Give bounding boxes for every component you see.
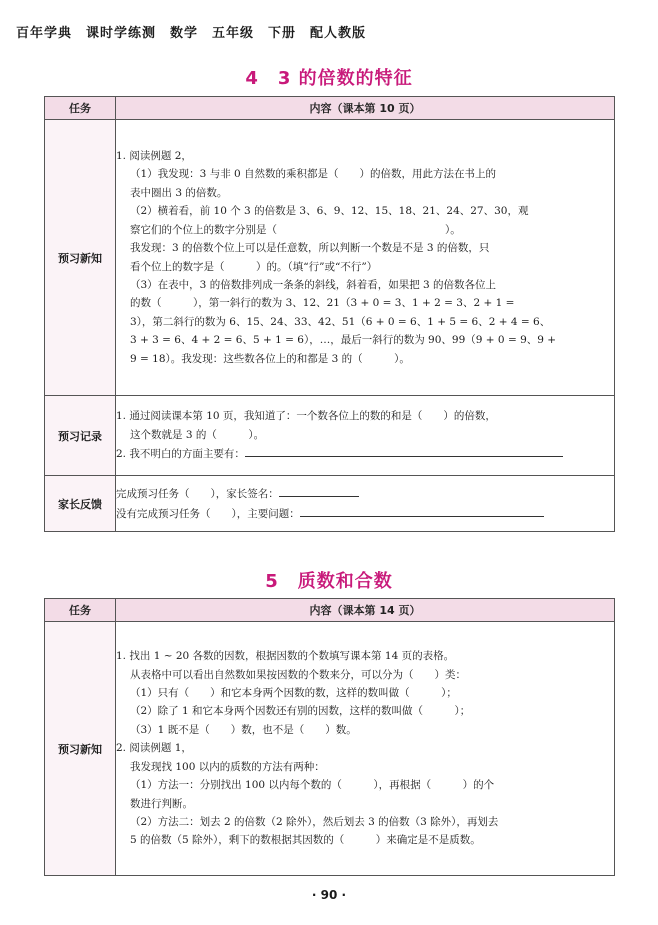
signature-blank[interactable] xyxy=(279,484,359,497)
text-line: 这个数就是 3 的（ ）。 xyxy=(130,428,265,441)
col-header-task: 任务 xyxy=(45,599,116,622)
text-line: 1. 阅读例题 2， xyxy=(116,150,192,163)
section-title-multiples-of-3: 4 3 的倍数的特征 xyxy=(245,68,413,89)
task-content xyxy=(116,622,615,876)
text-line: （2）横着看，前 10 个 3 的倍数是 3、6、9、12、15、18、21、24、27、30，观 xyxy=(130,205,529,218)
task-label: 预习新知 xyxy=(45,120,116,396)
text-line xyxy=(116,504,614,523)
task-label: 家长反馈 xyxy=(45,476,116,532)
text-line: 我发现：3 的倍数个位上可以是任意数，所以判断一个数是不是 3 的倍数，只 xyxy=(130,242,490,255)
text-line: 1. 通过阅读课本第 10 页，我知道了：一个数各位上的数的和是（ ）的倍数， xyxy=(116,410,496,423)
text-line xyxy=(116,484,614,503)
text-line: （1）我发现：3 与非 0 自然数的乘积都是（ ）的倍数，用此方法在书上的 xyxy=(130,168,497,181)
table-row xyxy=(45,396,615,476)
text-line: 我发现找 100 以内的质数的方法有两种： xyxy=(130,760,325,773)
text-line: 察它们的个位上的数字分别是（ ）。 xyxy=(130,223,461,236)
page-number: · 90 · xyxy=(311,888,347,902)
text-line: 2. 阅读例题 1， xyxy=(116,742,192,755)
book-header: 百年学典 课时学练测 数学 五年级 下册 配人教版 xyxy=(16,26,367,41)
text-line: 看个位上的数字是（ ）的。（填“行”或“不行”） xyxy=(130,260,378,273)
text-line: （3）在表中，3 的倍数排列成一条条的斜线，斜着看，如果把 3 的倍数各位上 xyxy=(130,278,497,291)
answer-blank[interactable] xyxy=(245,444,563,457)
task-label: 预习新知 xyxy=(45,622,116,876)
text-line-label: 2. 我不明白的方面主要有： xyxy=(116,448,245,461)
table-row xyxy=(45,476,615,532)
text-line: 9 = 18）。我发现：这些数各位上的和都是 3 的（ ）。 xyxy=(130,352,410,365)
section-title-primes-composites: 5 质数和合数 xyxy=(265,571,393,592)
text-line: （2）除了 1 和它本身两个因数还有别的因数，这样的数叫做（ ）； xyxy=(130,705,471,718)
problem-blank[interactable] xyxy=(300,504,544,517)
text-line: 从表格中可以看出自然数如果按因数的个数来分，可以分为（ ）类： xyxy=(130,668,466,681)
text-line-label: 没有完成预习任务（ ），主要问题： xyxy=(116,507,300,520)
task-content xyxy=(116,396,615,476)
text-line: （1）只有（ ）和它本身两个因数的数，这样的数叫做（ ）； xyxy=(130,687,457,700)
task-content xyxy=(116,476,615,532)
table-row xyxy=(45,120,615,396)
text-line: 3），第二斜行的数为 6、15、24、33、42、51（6 + 0 = 6、1 + 5 = 6、2 + 4 = 6、 xyxy=(130,315,551,328)
text-line: 5 的倍数（5 除外），剩下的数根据其因数的（ ）来确定是不是质数。 xyxy=(130,834,481,847)
text-line: 1. 找出 1 ~ 20 各数的因数，根据因数的个数填写课本第 14 页的表格。 xyxy=(116,650,455,663)
text-line: 的数（ ），第一斜行的数为 3、12、21（3 + 0 = 3、1 + 2 = 3、2 + 1 = xyxy=(130,297,515,310)
text-line: （1）方法一：分别找出 100 以内每个数的（ ），再根据（ ）的个 xyxy=(130,779,495,792)
col-header-task: 任务 xyxy=(45,97,116,120)
text-line: （2）方法二：划去 2 的倍数（2 除外），然后划去 3 的倍数（3 除外），再划去 xyxy=(130,815,499,828)
text-line-label: 完成预习任务（ ），家长签名： xyxy=(116,488,279,501)
task-content xyxy=(116,120,615,396)
text-line: （3）1 既不是（ ）数，也不是（ ）数。 xyxy=(130,723,357,736)
table-row xyxy=(45,622,615,876)
text-line: 3 + 3 = 6、4 + 2 = 6、5 + 1 = 6），…，最后一斜行的数为 90、99（9 + 0 = 9、9 + xyxy=(130,334,557,347)
task-table-2 xyxy=(44,598,615,876)
task-label: 预习记录 xyxy=(45,396,116,476)
text-line: 表中圈出 3 的倍数。 xyxy=(130,186,228,199)
text-line xyxy=(116,444,614,463)
task-table-1 xyxy=(44,96,615,532)
text-line: 数进行判断。 xyxy=(130,797,193,810)
col-header-content: 内容（课本第 14 页） xyxy=(116,599,615,622)
col-header-content: 内容（课本第 10 页） xyxy=(116,97,615,120)
